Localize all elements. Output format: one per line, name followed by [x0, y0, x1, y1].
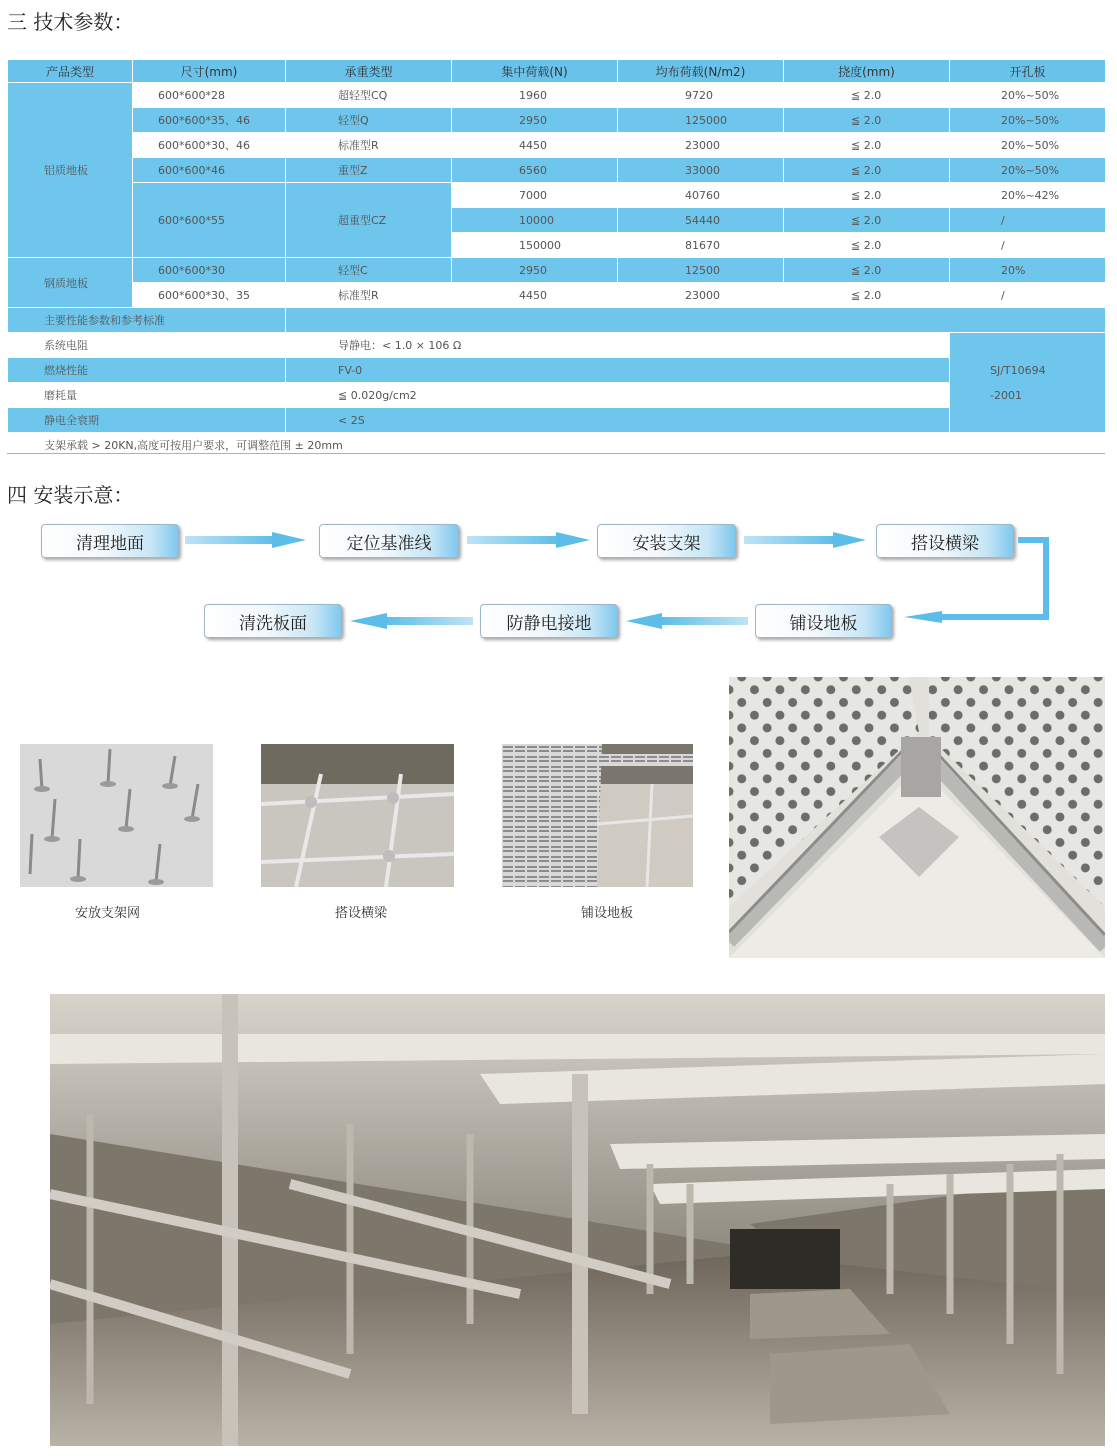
perf-value: ≦ 0.020g/cm2	[286, 383, 950, 408]
cell-dist: 81670	[618, 233, 784, 258]
category-steel: 钢质地板	[8, 258, 133, 308]
cell-dist: 40760	[618, 183, 784, 208]
substructure-image	[50, 994, 1105, 1446]
cell-conc: 4450	[452, 133, 618, 158]
perf-header: 主要性能参数和参考标准	[8, 308, 286, 333]
photo-panel-corner	[729, 677, 1105, 958]
cell-dist: 23000	[618, 133, 784, 158]
perf-name: 静电全衰期	[8, 408, 286, 433]
section-3-title: 三 技术参数：	[7, 10, 134, 34]
cell-hole: 20%~50%	[950, 133, 1106, 158]
section-4-title: 四 安装示意：	[7, 483, 134, 507]
flow-arrows	[0, 0, 1117, 660]
cell-dist: 23000	[618, 283, 784, 308]
header-cell: 开孔板	[950, 60, 1106, 83]
perf-name: 燃烧性能	[8, 358, 286, 383]
cell-type: 超轻型CQ	[286, 83, 452, 108]
cell-size: 600*600*35、46	[133, 108, 286, 133]
step-wash-surface: 清洗板面	[204, 604, 342, 638]
perf-value: < 2S	[286, 408, 950, 433]
caption-laying-floor: 铺设地板	[580, 906, 633, 921]
cell-conc: 10000	[452, 208, 618, 233]
laying-floor-image	[502, 744, 693, 887]
cell-size: 600*600*55	[133, 183, 286, 258]
cell-conc: 7000	[452, 183, 618, 208]
cell-conc: 2950	[452, 258, 618, 283]
cell-type: 标准型R	[286, 283, 452, 308]
caption-beams: 搭设横梁	[334, 906, 387, 921]
arrow-right-icon	[744, 532, 866, 548]
cell-type: 轻型C	[286, 258, 452, 283]
cell-type: 轻型Q	[286, 108, 452, 133]
arrow-right-icon	[185, 532, 306, 548]
header-cell: 均布荷载(N/m2)	[618, 60, 784, 83]
panel-corner-image	[729, 677, 1105, 958]
cell-defl: ≦ 2.0	[784, 158, 950, 183]
cell-hole: 20%~42%	[950, 183, 1106, 208]
header-cell: 尺寸(mm)	[133, 60, 286, 83]
perf-value: FV-0	[286, 358, 950, 383]
step-lay-floor: 铺设地板	[755, 604, 892, 638]
cell-hole: 20%~50%	[950, 83, 1106, 108]
standard-line-2: -2001	[990, 388, 1022, 402]
cell-size: 600*600*30、46	[133, 133, 286, 158]
cell-hole: 20%~50%	[950, 108, 1106, 133]
photo-support-network	[20, 744, 213, 887]
cell-defl: ≦ 2.0	[784, 283, 950, 308]
cell-type: 标准型R	[286, 133, 452, 158]
cell-defl: ≦ 2.0	[784, 183, 950, 208]
cell-defl: ≦ 2.0	[784, 108, 950, 133]
cell-dist: 12500	[618, 258, 784, 283]
cell-dist: 9720	[618, 83, 784, 108]
cell-hole: 20%	[950, 258, 1106, 283]
cell-defl: ≦ 2.0	[784, 133, 950, 158]
photo-laying-floor	[502, 744, 693, 887]
cell-conc: 2950	[452, 108, 618, 133]
standard-line-1: SJ/T10694	[990, 363, 1046, 377]
cell-defl: ≦ 2.0	[784, 83, 950, 108]
caption-support-network: 安放支架网	[74, 906, 140, 921]
arrow-right-icon	[467, 532, 590, 548]
arrow-left-icon	[626, 613, 748, 629]
cell-size: 600*600*28	[133, 83, 286, 108]
step-set-beams: 搭设横梁	[876, 524, 1014, 558]
arrow-left-icon	[350, 613, 473, 629]
step-install-support: 安装支架	[597, 524, 736, 558]
cell-hole: 20%~50%	[950, 158, 1106, 183]
cell-conc: 150000	[452, 233, 618, 258]
support-pedestals-image	[20, 744, 213, 887]
cell-size: 600*600*30	[133, 258, 286, 283]
cell-size: 600*600*46	[133, 158, 286, 183]
header-cell: 承重类型	[286, 60, 452, 83]
cell-dist: 54440	[618, 208, 784, 233]
cell-hole: /	[950, 233, 1106, 258]
footnote: 支架承载 > 20KN,高度可按用户要求，可调整范围 ± 20mm	[8, 433, 1106, 458]
cell-defl: ≦ 2.0	[784, 208, 950, 233]
photo-beams	[261, 744, 454, 887]
header-cell: 挠度(mm)	[784, 60, 950, 83]
perf-name: 系统电阻	[8, 333, 286, 358]
cell-conc: 6560	[452, 158, 618, 183]
photo-substructure	[50, 994, 1105, 1446]
cell-type: 重型Z	[286, 158, 452, 183]
arrow-down-turn-icon	[904, 540, 1046, 623]
step-locate-baseline: 定位基准线	[319, 524, 459, 558]
cell-dist: 33000	[618, 158, 784, 183]
cell-defl: ≦ 2.0	[784, 233, 950, 258]
perf-name: 磨耗量	[8, 383, 286, 408]
category-aluminum: 铝质地板	[8, 83, 133, 258]
cell-type: 超重型CZ	[286, 183, 452, 258]
cell-dist: 125000	[618, 108, 784, 133]
cell-hole: /	[950, 283, 1106, 308]
cell-size: 600*600*30、35	[133, 283, 286, 308]
header-cell: 集中荷载(N)	[452, 60, 618, 83]
perf-value: 导静电：< 1.0 × 106 Ω	[286, 333, 950, 358]
header-cell: 产品类型	[8, 60, 133, 83]
cell-conc: 4450	[452, 283, 618, 308]
cell-defl: ≦ 2.0	[784, 258, 950, 283]
cell-conc: 1960	[452, 83, 618, 108]
step-antistatic-ground: 防静电接地	[480, 604, 618, 638]
beams-image	[261, 744, 454, 887]
step-clean-ground: 清理地面	[41, 524, 179, 558]
cell-hole: /	[950, 208, 1106, 233]
